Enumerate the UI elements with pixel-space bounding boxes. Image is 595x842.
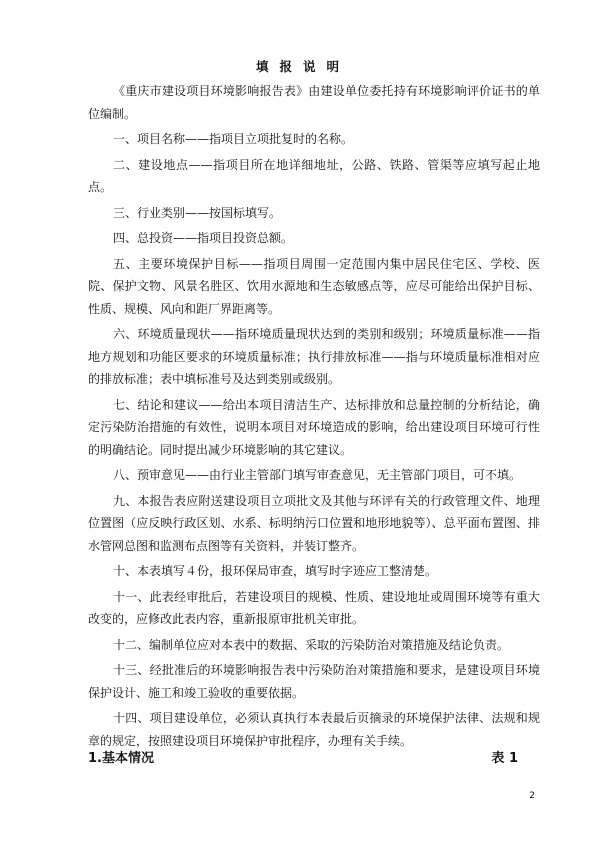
page-title: 填报说明 [255,59,350,74]
instruction-paragraph: 六、环境质量现状——指环境质量现状达到的类别和级别；环境质量标准——指地方规划和功能区要求的环境质量标准；执行排放标准——指与环境质量标准相对应的排放标准；表中填标准号及达到类别或级别。 [88,327,540,386]
instruction-paragraph: 十二、编制单位应对本表中的数据、采取的污染防治对策措施及结论负责。 [113,637,510,652]
page-number: 2 [529,791,535,801]
instruction-paragraph: 三、行业类别——按国标填写。 [113,205,282,220]
instruction-paragraph: 十、本表填写４份，报环保局审查，填写时字迹应工整清楚。 [113,564,438,578]
instruction-paragraph: 一、项目名称——指项目立项批复时的名称。 [113,132,354,146]
table-label: 表 1 [491,751,518,766]
instruction-paragraph: 五、主要环境保护目标——指项目周围一定范围内集中居民住宅区、学校、医院、保护文物、风景名胜区、饮用水源地和生态敏感点等，应尽可能给出保护目标、性质、规模、风向和距厂界距离等。 [88,256,540,316]
instruction-paragraph: 八、预审意见——由行业主管部门填写审查意见，无主管部门项目，可不填。 [113,468,522,482]
section-title: 1.基本情况 [88,751,154,766]
instruction-paragraph: 四、总投资——指项目投资总额。 [113,231,294,245]
instructions-body [88,80,540,755]
instruction-paragraph: 九、本报告表应附送建设项目立项批文及其他与环评有关的行政管理文件、地理位置图（应反映行政区划、水系、标明纳污口位置和地形地貌等）、总平面布置图、排水管网总图和监测布点图等有关资料，并装订整齐。 [88,493,540,553]
instruction-paragraph: 十一、此表经审批后，若建设项目的规模、性质、建设地址或周围环境等有重大改变的，应修改此表内容，重新报原审批机关审批。 [88,589,540,626]
instruction-paragraph: 二、建设地点——指项目所在地详细地址，公路、铁路、管渠等应填写起止地点。 [88,157,540,194]
instruction-paragraph: 七、结论和建议——给出本项目清洁生产、达标排放和总量控制的分析结论，确定污染防治措施的有效性，说明本项目对环境造成的影响，给出建设项目环境可行性的明确结论。同时提出减少环境影响的其它建议。 [88,397,540,457]
section-heading-row [88,746,518,772]
instruction-paragraph: 十三、经批准后的环境影响报告表中污染防治对策措施和要求，是建设项目环境保护设计、施工和竣工验收的重要依据。 [88,663,540,700]
instruction-paragraph: 《重庆市建设项目环境影响报告表》由建设单位委托持有环境影响评价证书的单位编制。 [88,84,540,121]
instruction-paragraph: 十四、项目建设单位，必须认真执行本表最后页摘录的环境保护法律、法规和规章的规定，按照建设项目环境保护审批程序，办理有关手续。 [88,711,540,748]
